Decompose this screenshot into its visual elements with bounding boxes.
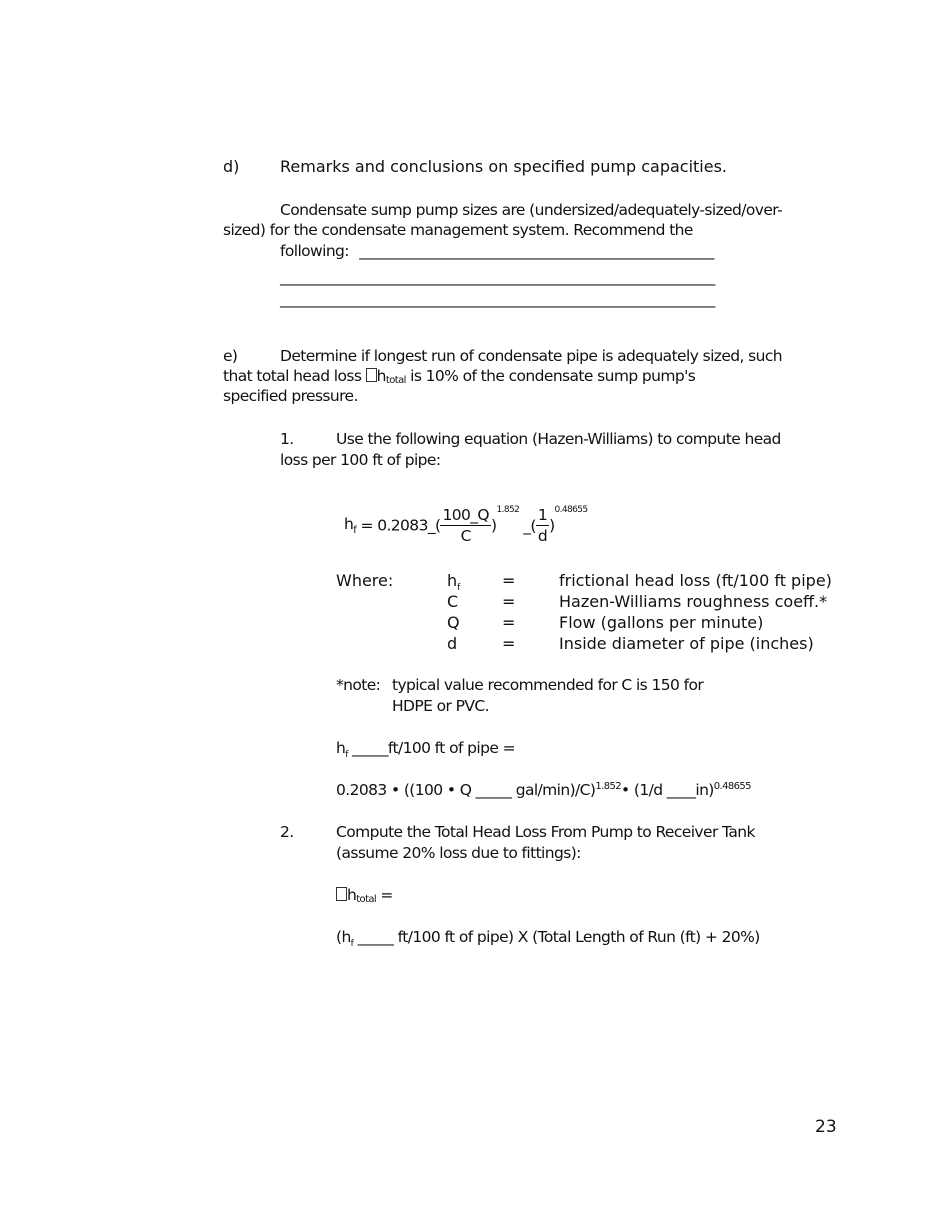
- where-description: Hazen-Williams roughness coeff.*: [559, 592, 828, 611]
- eq-mid: _(: [523, 516, 536, 535]
- eq-exp2: 0.48655: [554, 505, 588, 515]
- final-b[interactable]: _____ ft/100 ft of pipe) X (Total Length of Run (ft) + 20%): [353, 928, 760, 946]
- delta-icon-2: [336, 887, 347, 901]
- calc-exp1: 1.852: [595, 781, 621, 792]
- hf-symbol: h: [336, 739, 346, 757]
- section-e-line2-a: that total head loss: [223, 367, 366, 385]
- section-d-line2: sized) for the condensate management system. Recommend the: [223, 221, 693, 239]
- hf-blank[interactable]: _____ft/100 ft of pipe =: [347, 739, 515, 757]
- where-equals: =: [502, 634, 516, 653]
- section-e-line1: Determine if longest run of condensate pipe is adequately sized, such: [280, 347, 782, 365]
- calc-exp2: 0.48655: [713, 781, 751, 792]
- calc-line-b[interactable]: • (1/d ____in): [621, 781, 714, 800]
- where-symbol: Q: [447, 613, 460, 632]
- eq-coef: = 0.2083_(: [356, 516, 441, 535]
- where-symbol: C: [447, 592, 459, 611]
- final-formula-line: [336, 928, 760, 949]
- section-e-label: e): [223, 347, 238, 365]
- eq-den2: d: [537, 527, 548, 545]
- where-label: Where:: [336, 571, 394, 590]
- note-line1: typical value recommended for C is 150 for: [392, 676, 704, 694]
- eq-fraction-1: [440, 505, 491, 546]
- section-d-line1: Condensate sump pump sizes are (undersized/adequately-sized/over-: [280, 201, 783, 219]
- step2-line2: (assume 20% loss due to fittings):: [336, 844, 581, 862]
- final-sub: f: [350, 939, 354, 950]
- step2-number: 2.: [280, 823, 294, 841]
- eq-den1: C: [460, 527, 471, 545]
- page-number: 23: [815, 1117, 837, 1137]
- hazen-williams-equation: [344, 505, 588, 546]
- eq-lhs: $h_f$: [344, 514, 357, 537]
- delta-icon: [366, 368, 377, 382]
- note-label: *note:: [336, 676, 381, 694]
- recommend-blank-2[interactable]: __________________________________________________________: [280, 268, 715, 286]
- step1-number: 1.: [280, 430, 294, 448]
- hf-input-line: [336, 739, 515, 760]
- where-equals: =: [502, 592, 516, 611]
- step1-line2: loss per 100 ft of pipe:: [280, 451, 441, 469]
- hf-sub: f: [345, 750, 348, 761]
- step1-line1: Use the following equation (Hazen-Williams) to compute head: [336, 430, 781, 448]
- section-e-h-sub: total: [385, 375, 406, 386]
- eq-fraction-2: [536, 505, 549, 546]
- total-head-loss-line: [336, 886, 393, 905]
- where-equals: =: [502, 613, 516, 632]
- final-a: (h: [336, 928, 351, 946]
- eq-exp1: 1.852: [496, 505, 520, 515]
- section-e-line2: [223, 367, 695, 386]
- where-description: frictional head loss (ft/100 ft pipe): [559, 571, 832, 590]
- step2-line1: Compute the Total Head Loss From Pump to Receiver Tank: [336, 823, 755, 841]
- section-e-line3: specified pressure.: [223, 387, 358, 405]
- total-sub: total: [356, 894, 377, 905]
- section-d-label: d): [223, 157, 240, 176]
- total-h: h: [347, 886, 357, 904]
- eq-close2: ): [549, 516, 555, 535]
- calc-line-a[interactable]: 0.2083 • ((100 • Q _____ gal/min)/C): [336, 781, 596, 800]
- eq-num1: 100_Q: [442, 506, 489, 524]
- section-d-following: following:: [280, 242, 349, 260]
- recommend-blank-1[interactable]: _______________________________________________: [359, 242, 715, 260]
- calc-line: [336, 781, 751, 799]
- where-description: Inside diameter of pipe (inches): [559, 634, 814, 653]
- section-e-h: h: [376, 367, 386, 385]
- where-symbol: $h_f$: [447, 571, 461, 594]
- eq-num2: 1: [537, 506, 548, 524]
- section-e-line2-b: is 10% of the condensate sump pump's: [405, 367, 696, 385]
- total-eq: =: [376, 886, 393, 904]
- where-description: Flow (gallons per minute): [559, 613, 764, 632]
- recommend-blank-3[interactable]: __________________________________________________________: [280, 290, 715, 308]
- where-symbol: d: [447, 634, 458, 653]
- eq-close1: ): [490, 516, 497, 535]
- section-d-title: Remarks and conclusions on specified pump capacities.: [280, 157, 727, 176]
- note-line2: HDPE or PVC.: [392, 697, 489, 715]
- where-equals: =: [502, 571, 516, 590]
- section-d-line3: [280, 242, 714, 260]
